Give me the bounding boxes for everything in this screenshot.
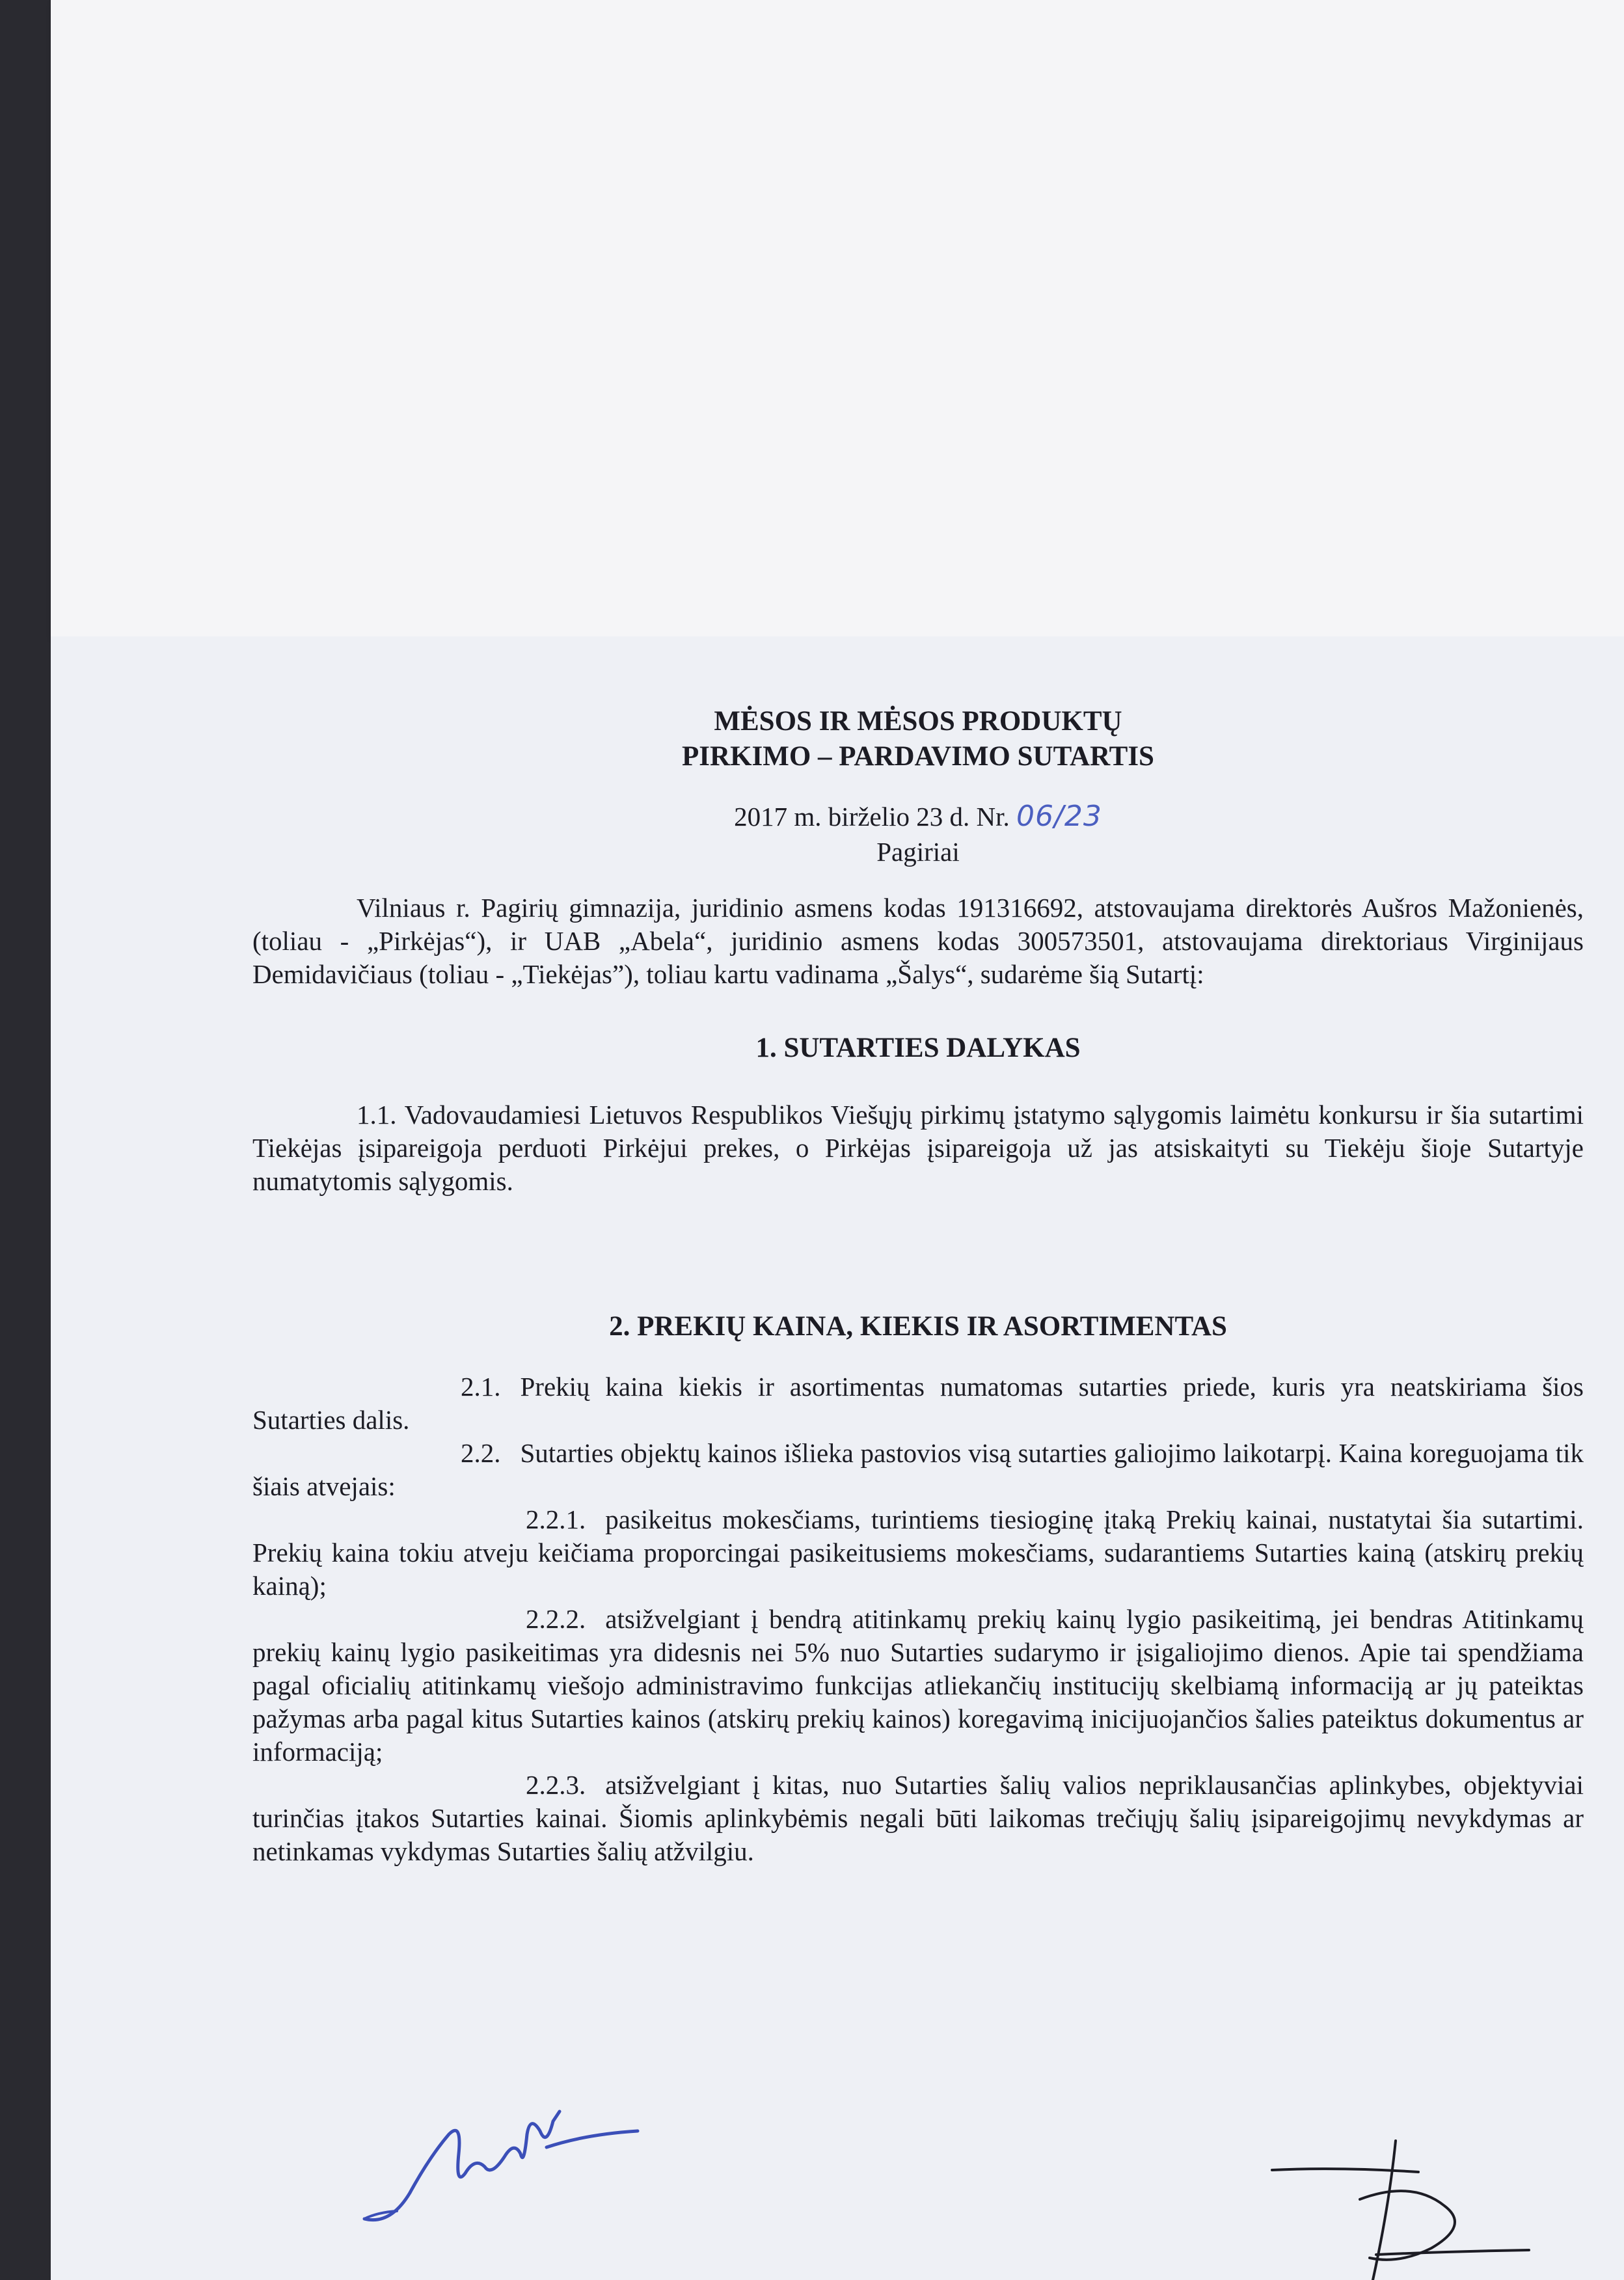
paragraph-2-2-2-number: 2.2.2. (526, 1604, 586, 1634)
scanner-edge (0, 0, 51, 2280)
paragraph-2-2-2 (252, 1603, 1584, 1769)
paragraph-2-2 (252, 1437, 1584, 1503)
paragraph-2-2-1 (252, 1503, 1584, 1603)
folded-page-flap (51, 0, 1624, 638)
title-line-2: PIRKIMO – PARDAVIMO SUTARTIS (682, 741, 1154, 772)
paragraph-2-2-1-text: pasikeitus mokesčiams, turintiems tiesioginę įtaką Prekių kainai, nustatytai šia sutartimi. Prekių kaina tokiu atveju keičiama proporcingai pasikeitusiems mokesčiams, sudarantiems Sutarties kainą (atskirų prekių kainą); (252, 1504, 1584, 1601)
paragraph-2-1 (252, 1370, 1584, 1437)
paragraph-2-2-3-number: 2.2.3. (526, 1770, 586, 1800)
paragraph-2-2-3 (252, 1769, 1584, 1868)
title-line-1: MĖSOS IR MĖSOS PRODUKTŲ (714, 706, 1122, 737)
section-1-heading: 1. SUTARTIES DALYKAS (755, 1033, 1081, 1063)
contract-date: 2017 m. birželio 23 d. Nr. (734, 802, 1010, 832)
paragraph-1-1: 1.1. Vadovaudamiesi Lietuvos Respublikos Viešųjų pirkimų įstatymo sąlygomis laimėtu konkursu ir šia sutartimi Tiekėjas įsipareigoja perduoti Pirkėjui prekes, o Pirkėjas įsipareigoja už jas atsiskaityti su Tiekėju šioje Sutartyje numatytomis sąlygomis. (252, 1100, 1584, 1196)
paragraph-2-2-3-text: atsižvelgiant į kitas, nuo Sutarties šalių valios nepriklausančias aplinkybes, objektyviai turinčias įtakos Sutarties kainai. Šiomis aplinkybėmis negali būti laikomas trečiųjų šalių įsipareigojimų nevykdymas ar netinkamas vykdymas Sutarties šalių atžvilgiu. (252, 1770, 1584, 1866)
paragraph-2-2-text: Sutarties objektų kainos išlieka pastovios visą sutarties galiojimo laikotarpį. Kaina koreguojama tik šiais atvejais: (252, 1438, 1584, 1501)
paragraph-2-1-text: Prekių kaina kiekis ir asortimentas numatomas sutarties priede, kuris yra neatskiriama šios Sutarties dalis. (252, 1372, 1584, 1435)
supplier-signature (1262, 2128, 1536, 2280)
paragraph-2-2-1-number: 2.2.1. (526, 1504, 586, 1534)
date-line (252, 799, 1584, 869)
buyer-signature (351, 2095, 651, 2245)
intro-paragraph: Vilniaus r. Pagirių gimnazija, juridinio asmens kodas 191316692, atstovaujama direktorės Aušros Mažonienės, (toliau - „Pirkėjas“), ir UAB „Abela“, juridinio asmens kodas 300573501, atstovaujama direktoriaus Virginijaus Demidavičiaus (toliau - „Tiekėjas”), toliau kartu vadinama „Šalys“, sudarėme šią Sutartį: (252, 893, 1584, 989)
contract-number: 06/23 (1016, 800, 1102, 833)
paragraph-2-2-2-text: atsižvelgiant į bendrą atitinkamų prekių kainų lygio pasikeitimą, jei bendras Atitinkamų prekių kainų lygio pasikeitimas yra didesnis nei 5% nuo Sutarties sudarymo ir įsigaliojimo dienos. Apie tai spendžiama pagal oficialių atitinkamų viešojo administravimo funkcijas atliekančių institucijų skelbiamą informaciją ar jų pateiktas pažymas arba pagal kitus Sutarties kainos (atskirų prekių kainos) koregavimą inicijuojančios šalies pateiktus dokumentus ar informaciją; (252, 1604, 1584, 1767)
section-2-heading: 2. PREKIŲ KAINA, KIEKIS IR ASORTIMENTAS (609, 1311, 1227, 1342)
paragraph-2-2-number: 2.2. (461, 1438, 501, 1468)
paragraph-2-1-number: 2.1. (461, 1372, 501, 1402)
contract-text (252, 704, 1584, 1868)
contract-place: Pagiriai (876, 837, 960, 867)
